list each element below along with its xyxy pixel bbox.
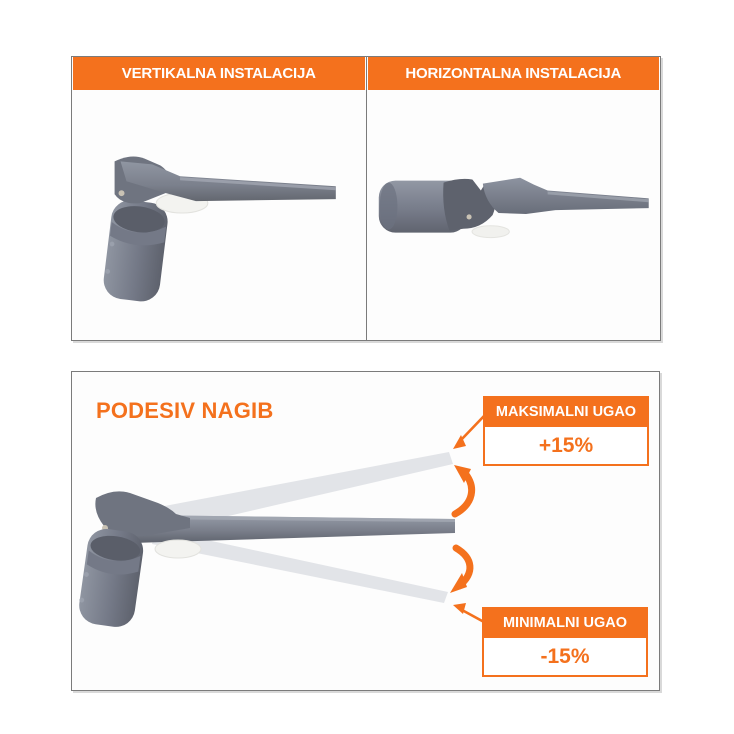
adjustable-tilt-panel	[71, 371, 660, 691]
hinge-screw	[119, 190, 125, 196]
panel-title-horizontal: HORIZONTALNA INSTALACIJA	[405, 65, 622, 82]
min-angle-pointer-arrow	[453, 603, 484, 622]
max-angle-value: +15%	[483, 427, 649, 466]
max-angle-pointer-arrow	[453, 416, 484, 449]
max-angle-label: MAKSIMALNI UGAO	[483, 396, 649, 427]
tilt-up-curved-arrow	[454, 465, 472, 514]
max-angle-callout	[483, 396, 649, 466]
installation-options-table	[71, 56, 661, 341]
luminaire-vertical-mount-image	[72, 90, 366, 340]
vertical-socket	[76, 526, 145, 629]
panel-header-vertical	[73, 57, 365, 90]
panel-body-vertical	[72, 90, 366, 340]
panel-title-vertical: VERTIKALNA INSTALACIJA	[121, 65, 316, 82]
light-lens	[472, 226, 509, 238]
luminaire-arm	[482, 178, 648, 214]
min-angle-label: MINIMALNI UGAO	[482, 607, 648, 638]
socket-end-cap	[379, 183, 397, 230]
panel-horizontal-installation	[366, 57, 661, 340]
hinge-screw	[466, 214, 471, 219]
light-lens	[155, 540, 201, 558]
luminaire-horizontal-mount-image	[367, 90, 661, 340]
panel-body-horizontal	[367, 90, 661, 340]
panel-header-horizontal	[368, 57, 660, 90]
min-angle-callout	[482, 607, 648, 677]
vertical-socket	[102, 198, 170, 303]
tilt-down-curved-arrow	[450, 548, 470, 593]
min-angle-value: -15%	[482, 638, 648, 677]
tilt-panel-title: PODESIV NAGIB	[96, 398, 274, 423]
panel-vertical-installation	[72, 57, 366, 340]
